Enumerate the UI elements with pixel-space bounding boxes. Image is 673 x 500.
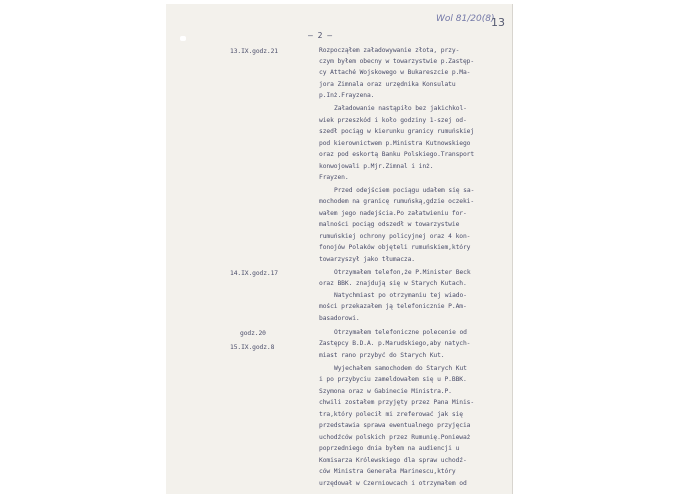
text-line: oraz BBK. znajdują się w Starych Kutach. bbox=[319, 280, 467, 287]
text-line: cy Attaché Wojskowego w Bukareszcie p.Ma- bbox=[319, 69, 471, 76]
text-line: i po przybyciu zameldowałem się u P.BBK. bbox=[319, 376, 467, 383]
text-line: mości przekazałem ją telefonicznie P.Am- bbox=[319, 303, 467, 310]
text-line: Szymona oraz w Gabinecie Ministra.P. bbox=[319, 388, 452, 395]
text-line: wałem jego nadejścia.Po załatwieniu for- bbox=[319, 210, 467, 217]
text-line: uchodźców polskich przez Rumunię.Ponieważ bbox=[319, 434, 471, 441]
text-line: Załadowanie nastąpiło bez jakichkol- bbox=[334, 105, 467, 112]
text-line: Otrzymałem telefon,że P.Minister Beck bbox=[334, 269, 471, 276]
text-line: rumuńskiej ochrony policyjnej oraz 4 kon- bbox=[319, 233, 471, 240]
text-line: miast rano przybyć do Starych Kut. bbox=[319, 352, 445, 359]
text-line: wiek przeszkód i koło godziny 1-szej od- bbox=[319, 117, 467, 124]
sheet-number: 13 bbox=[491, 16, 505, 29]
page-number-marker: – 2 – bbox=[308, 31, 333, 40]
text-line: Frayzen. bbox=[319, 174, 349, 181]
text-line: Natychmiast po otrzymaniu tej wiado- bbox=[334, 292, 467, 299]
entry-date: 14.IX.godz.17 bbox=[230, 270, 278, 277]
text-line: towarzyszył jako tłumacza. bbox=[319, 256, 415, 263]
text-line: tra,który polecił mi zreferować jak się bbox=[319, 411, 463, 418]
text-line: chwili zostałem przyjęty przez Pana Minis- bbox=[319, 399, 475, 406]
text-line: pod kierownictwem p.Ministra Kutnowskiego bbox=[319, 140, 471, 147]
text-line: basadorowi. bbox=[319, 315, 360, 322]
text-line: Zastępcy B.D.A. p.Marudskiego,aby natych- bbox=[319, 340, 471, 347]
text-line: malności pociąg odszedł w towarzystwie bbox=[319, 221, 460, 228]
text-line: szedł pociąg w kierunku granicy rumuńskiej bbox=[319, 128, 475, 135]
text-line: Przed odejściem pociągu udałem się sa- bbox=[334, 187, 475, 194]
text-line: jora Zimnala oraz urzędnika Konsulatu bbox=[319, 81, 456, 88]
text-line: mochodem na granicę rumuńską,gdzie oczeki- bbox=[319, 198, 475, 205]
text-line: konwojowali p.Mjr.Zimnal i inż. bbox=[319, 163, 434, 170]
text-line: oraz pod eskortą Banku Polskiego.Transport bbox=[319, 151, 475, 158]
text-line: p.Inż.Frayzena. bbox=[319, 92, 375, 99]
punch-hole-mark bbox=[180, 36, 186, 41]
text-line: Rozpocząłem załadowywanie złota, przy- bbox=[319, 47, 460, 54]
text-line: urzędował w Czerniowcach i otrzymałem od bbox=[319, 480, 467, 487]
entry-date: 13.IX.godz.21 bbox=[230, 48, 278, 55]
text-line: poprzedniego dnia byłem na audiencji u bbox=[319, 445, 460, 452]
text-line: ców Ministra Generała Marinescu,który bbox=[319, 468, 456, 475]
text-line: czym byłem obecny w towarzystwie p.Zastęp- bbox=[319, 58, 475, 65]
text-line: Komisarza Królewskiego dla spraw uchodź- bbox=[319, 457, 467, 464]
text-line: fonojów Polaków objęteli rumuńskiem,który bbox=[319, 244, 471, 251]
text-line: Otrzymałem telefoniczne polecenie od bbox=[334, 329, 467, 336]
entry-date: godz.20 bbox=[240, 330, 266, 337]
entry-date: 15.IX.godz.8 bbox=[230, 344, 275, 351]
text-line: Wyjechałem samochodem do Starych Kut bbox=[334, 365, 467, 372]
text-line: przedstawia sprawa ewentualnego przyjęcia bbox=[319, 422, 471, 429]
archive-reference-note: Wol 81/20(8) bbox=[436, 14, 495, 24]
